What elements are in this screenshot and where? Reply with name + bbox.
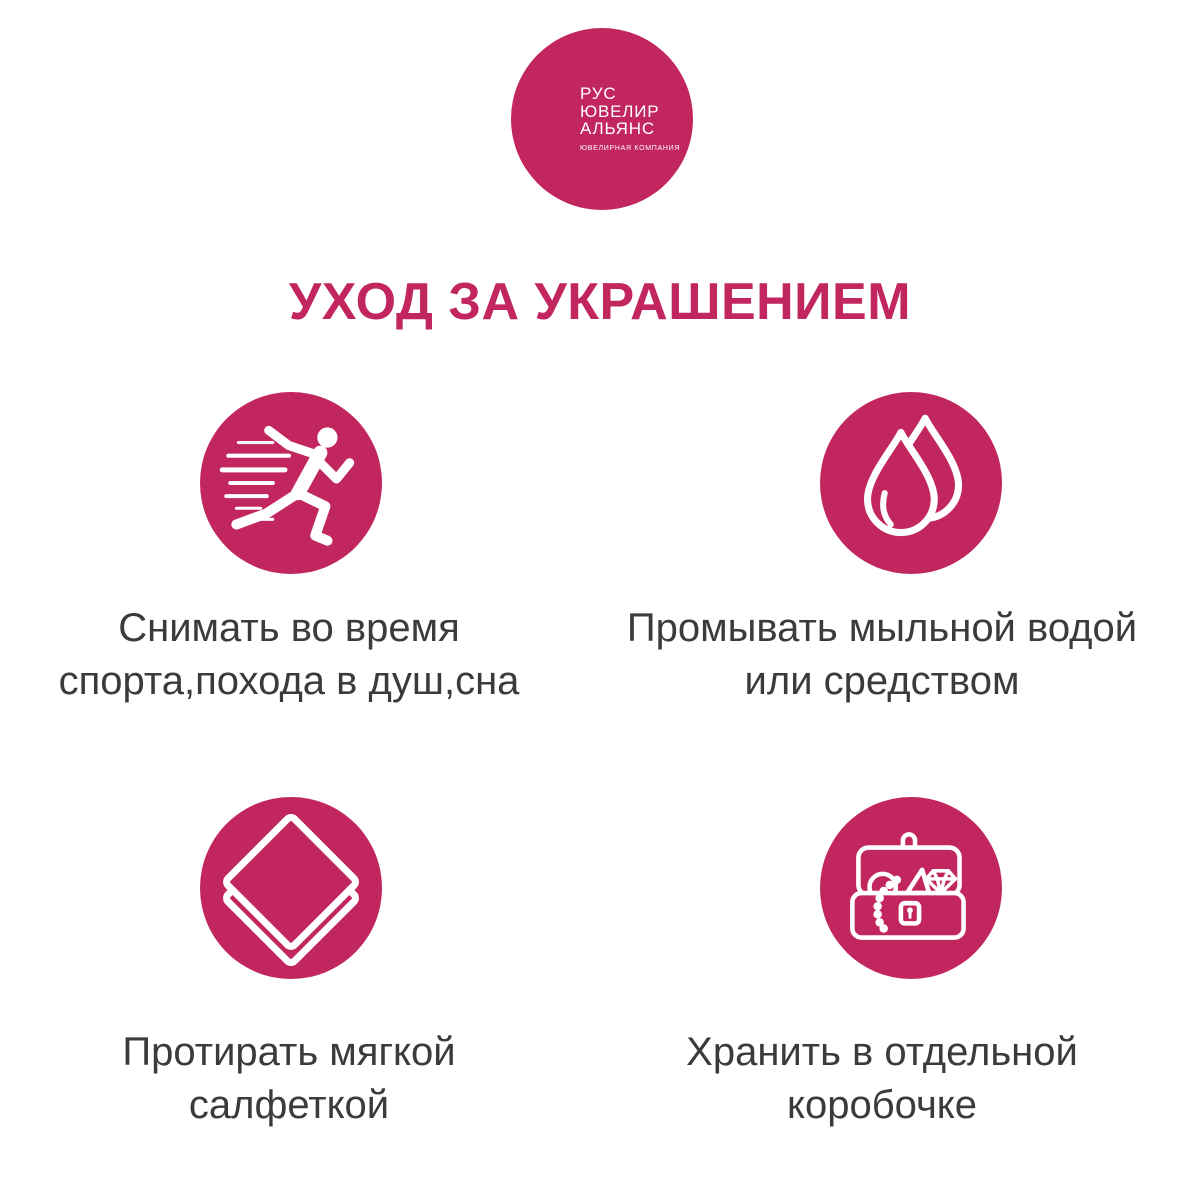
water-drops-icon bbox=[820, 392, 1002, 574]
tip-caption-line: коробочке bbox=[787, 1083, 977, 1127]
brand-logo-line: ЮВЕЛИР bbox=[580, 101, 660, 121]
brand-logo-line: РУС bbox=[580, 84, 617, 103]
page-title: УХОД ЗА УКРАШЕНИЕМ bbox=[288, 273, 912, 331]
napkin-icon bbox=[200, 797, 382, 979]
runner-icon bbox=[200, 392, 382, 574]
tip-caption-rinse bbox=[590, 602, 1174, 708]
tip-caption-store bbox=[590, 1026, 1174, 1132]
tip-caption-remove bbox=[0, 602, 578, 708]
brand-logo bbox=[511, 28, 693, 210]
tip-caption-line: Хранить в отдельной bbox=[686, 1030, 1078, 1074]
brand-logo-line: АЛЬЯНС bbox=[580, 119, 655, 138]
brand-logo-text bbox=[580, 85, 659, 138]
tip-caption-line: Снимать во время bbox=[118, 606, 460, 650]
tip-caption-wipe bbox=[0, 1026, 578, 1132]
tip-caption-line: Промывать мыльной водой bbox=[626, 606, 1138, 650]
jewelry-box-icon bbox=[820, 797, 1002, 979]
tip-caption-line: спорта,похода в душ,сна bbox=[58, 659, 520, 703]
tip-caption-line: салфеткой bbox=[188, 1083, 390, 1127]
brand-logo-tagline: ЮВЕЛИРНАЯ КОМПАНИЯ bbox=[580, 145, 681, 152]
tip-caption-line: Протирать мягкой bbox=[122, 1030, 456, 1074]
tip-caption-line: или средством bbox=[744, 659, 1020, 703]
